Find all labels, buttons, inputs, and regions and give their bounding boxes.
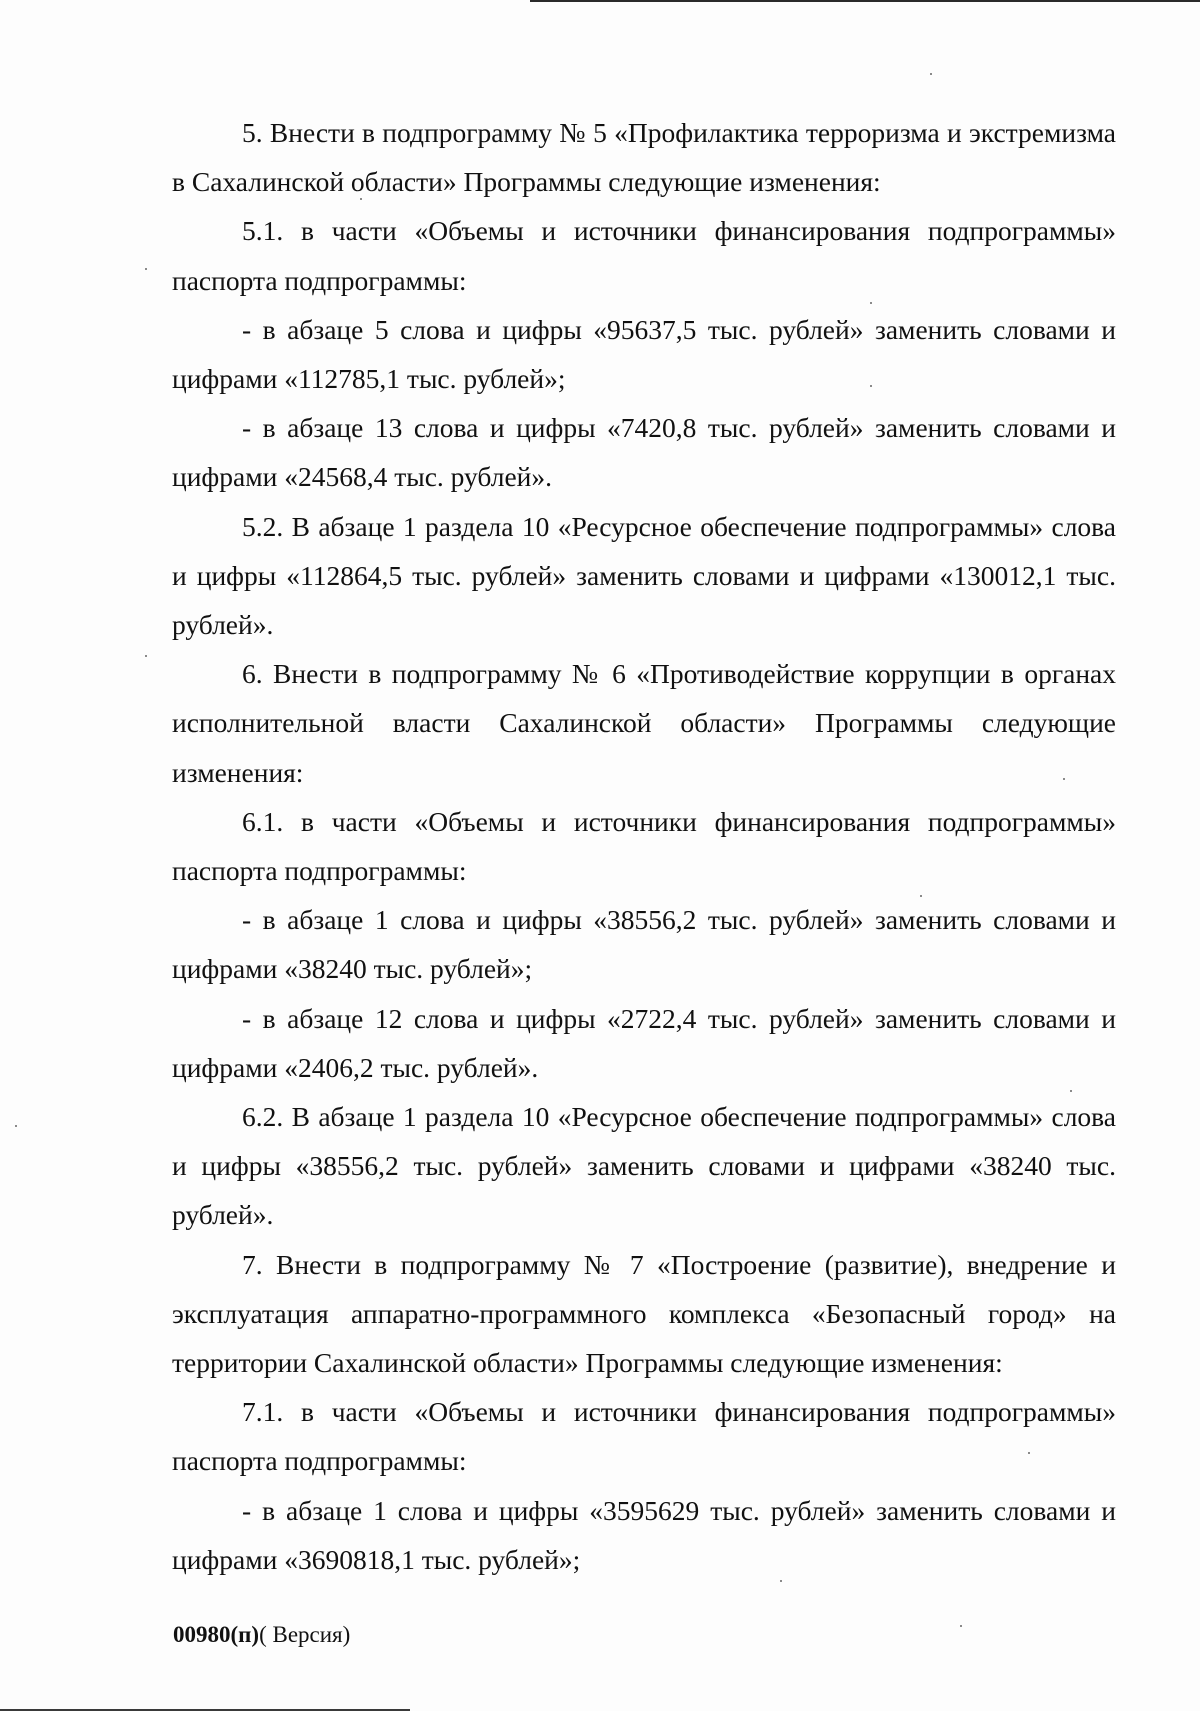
paragraph: - в абзаце 5 слова и цифры «95637,5 тыс. рублей» заменить словами и цифрами «112785,1 тыс. рублей»; — [172, 313, 1116, 395]
scan-speck — [145, 268, 147, 270]
paragraph: - в абзаце 1 слова и цифры «38556,2 тыс. рублей» заменить словами и цифрами «38240 тыс. рублей»; — [172, 904, 1116, 985]
scan-speck — [960, 1625, 962, 1627]
scan-speck — [145, 655, 147, 657]
paragraph: 6. Внести в подпрограмму № 6 «Противодействие коррупции в органах исполнительной власти Сахалинской области» Программы следующие изменения: — [172, 658, 1116, 788]
paragraph: 6.2. В абзаце 1 раздела 10 «Ресурсное обеспечение подпрограммы» слова и цифры «38556,2 тыс. рублей» заменить словами и цифрами «38240 тыс. рублей». — [172, 1101, 1116, 1231]
document-body — [172, 108, 1116, 1584]
paragraph: 7. Внести в подпрограмму № 7 «Построение (развитие), внедрение и эксплуатация аппаратно-программного комплекса «Безопасный город» на территории Сахалинской области» Программы следующие изменения: — [172, 1248, 1116, 1379]
paragraph: - в абзаце 12 слова и цифры «2722,4 тыс. рублей» заменить словами и цифрами «2406,2 тыс. рублей». — [172, 1002, 1116, 1083]
paragraph: - в абзаце 13 слова и цифры «7420,8 тыс. рублей» заменить словами и цифрами «24568,4 тыс. рублей». — [172, 412, 1116, 493]
scan-speck — [930, 73, 932, 75]
paragraph: 7.1. в части «Объемы и источники финансирования подпрограммы» паспорта подпрограммы: — [172, 1396, 1116, 1477]
paragraph: - в абзаце 1 слова и цифры «3595629 тыс. рублей» заменить словами и цифрами «3690818,1 тыс. рублей»; — [172, 1494, 1116, 1575]
paragraph: 5.1. в части «Объемы и источники финансирования подпрограммы» паспорта подпрограммы: — [172, 215, 1116, 296]
document-code: 00980(п) — [173, 1622, 260, 1647]
scan-edge-top — [530, 0, 1200, 2]
paragraph: 6.1. в части «Объемы и источники финансирования подпрограммы» паспорта подпрограммы: — [172, 805, 1116, 887]
document-version: ( Версия) — [259, 1622, 351, 1647]
scan-speck — [15, 1125, 17, 1127]
paragraph: 5. Внести в подпрограмму № 5 «Профилактика терроризма и экстремизма в Сахалинской области» Программы следующие изменения: — [172, 117, 1116, 198]
paragraph: 5.2. В абзаце 1 раздела 10 «Ресурсное обеспечение подпрограммы» слова и цифры «112864,5 тыс. рублей» заменить словами и цифрами «130012,1 тыс. рублей». — [172, 510, 1116, 641]
document-footer — [173, 1620, 350, 1650]
